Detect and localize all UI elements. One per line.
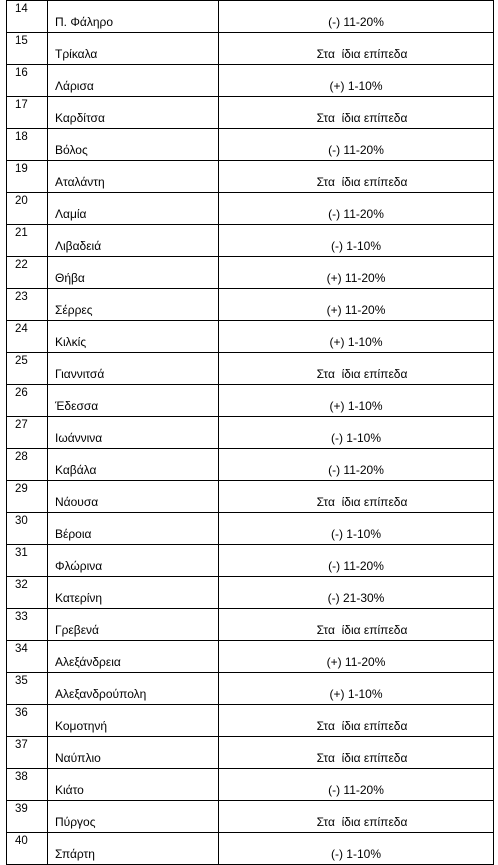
row-number: 25	[15, 355, 28, 367]
table-row	[7, 1, 494, 33]
city-cell	[48, 417, 219, 449]
row-number-cell	[7, 481, 48, 513]
change-cell	[219, 225, 494, 257]
change-value: (-) 1-10%	[330, 431, 381, 445]
row-number: 40	[15, 835, 28, 847]
change-value: Στα ίδια επίπεδα	[316, 175, 408, 189]
row-number: 19	[15, 163, 28, 175]
city-cell	[48, 1, 219, 33]
city-cell	[48, 481, 219, 513]
row-number-cell	[7, 193, 48, 225]
change-value: Στα ίδια επίπεδα	[316, 495, 408, 509]
change-cell	[219, 481, 494, 513]
city-name: Κομοτηνή	[55, 719, 108, 733]
change-value: (-) 1-10%	[330, 527, 381, 541]
city-cell	[48, 545, 219, 577]
table-row	[7, 257, 494, 289]
table-row	[7, 353, 494, 385]
change-value: (-) 11-20%	[328, 15, 384, 29]
change-value: (-) 1-10%	[330, 239, 381, 253]
change-value: (+) 11-20%	[326, 303, 386, 317]
table-row	[7, 321, 494, 353]
table-row	[7, 161, 494, 193]
city-cell	[48, 801, 219, 833]
change-value: (-) 21-30%	[327, 591, 385, 605]
city-name: Καβάλα	[55, 463, 97, 477]
city-cell	[48, 385, 219, 417]
city-cell	[48, 225, 219, 257]
change-cell	[219, 545, 494, 577]
change-cell	[219, 33, 494, 65]
change-value: Στα ίδια επίπεδα	[316, 367, 408, 381]
change-cell	[219, 737, 494, 769]
table-row	[7, 801, 494, 833]
row-number-cell	[7, 801, 48, 833]
city-name: Κιλκίς	[55, 335, 87, 349]
table-row	[7, 33, 494, 65]
change-value: Στα ίδια επίπεδα	[316, 815, 408, 829]
city-cell	[48, 257, 219, 289]
city-name: Σέρρες	[55, 303, 93, 317]
row-number-cell	[7, 641, 48, 673]
row-number-cell	[7, 417, 48, 449]
change-cell	[219, 641, 494, 673]
city-cell	[48, 705, 219, 737]
row-number-cell	[7, 705, 48, 737]
row-number-cell	[7, 385, 48, 417]
table-row	[7, 481, 494, 513]
change-value: Στα ίδια επίπεδα	[316, 47, 408, 61]
change-cell	[219, 289, 494, 321]
change-cell	[219, 129, 494, 161]
table-row	[7, 513, 494, 545]
change-cell	[219, 449, 494, 481]
city-cell	[48, 609, 219, 641]
table-row	[7, 833, 494, 865]
row-number-cell	[7, 577, 48, 609]
city-cell	[48, 833, 219, 865]
table-row	[7, 449, 494, 481]
row-number: 31	[15, 547, 28, 559]
table-body	[7, 1, 494, 865]
row-number-cell	[7, 833, 48, 865]
city-cell	[48, 513, 219, 545]
city-cell	[48, 129, 219, 161]
city-cell	[48, 321, 219, 353]
city-cell	[48, 641, 219, 673]
row-number-cell	[7, 321, 48, 353]
change-cell	[219, 1, 494, 33]
row-number: 39	[15, 803, 28, 815]
table-row	[7, 737, 494, 769]
city-cell	[48, 737, 219, 769]
row-number: 18	[15, 131, 28, 143]
change-value: (-) 11-20%	[328, 559, 384, 573]
table-row	[7, 705, 494, 737]
row-number-cell	[7, 257, 48, 289]
city-cell	[48, 449, 219, 481]
change-value: Στα ίδια επίπεδα	[316, 719, 408, 733]
change-cell	[219, 161, 494, 193]
city-name: Νάουσα	[55, 495, 99, 509]
row-number-cell	[7, 673, 48, 705]
city-name: Γρεβενά	[55, 623, 99, 637]
row-number-cell	[7, 545, 48, 577]
city-cell	[48, 353, 219, 385]
row-number: 36	[15, 707, 28, 719]
row-number: 21	[15, 227, 28, 239]
change-value: (-) 11-20%	[328, 143, 384, 157]
change-value: (+) 1-10%	[329, 399, 383, 413]
row-number-cell	[7, 225, 48, 257]
row-number: 28	[15, 451, 28, 463]
table-row	[7, 97, 494, 129]
change-cell	[219, 833, 494, 865]
row-number-cell	[7, 513, 48, 545]
table-row	[7, 417, 494, 449]
city-name: Ναύπλιο	[55, 751, 101, 765]
change-value: (+) 11-20%	[326, 655, 386, 669]
table-row	[7, 641, 494, 673]
row-number: 35	[15, 675, 28, 687]
change-cell	[219, 705, 494, 737]
row-number: 34	[15, 643, 28, 655]
row-number-cell	[7, 97, 48, 129]
change-value: (+) 1-10%	[329, 687, 383, 701]
row-number: 14	[15, 3, 28, 15]
change-value: (+) 11-20%	[326, 271, 386, 285]
city-name: Βέροια	[55, 527, 92, 541]
change-value: (+) 1-10%	[329, 335, 383, 349]
change-cell	[219, 353, 494, 385]
row-number: 38	[15, 771, 28, 783]
city-name: Φλώρινα	[55, 559, 103, 573]
row-number: 15	[15, 35, 28, 47]
city-name: Πύργος	[55, 815, 96, 829]
row-number-cell	[7, 769, 48, 801]
change-cell	[219, 801, 494, 833]
row-number: 30	[15, 515, 28, 527]
change-cell	[219, 769, 494, 801]
change-cell	[219, 513, 494, 545]
table-row	[7, 545, 494, 577]
table-row	[7, 193, 494, 225]
city-name: Αλεξανδρούπολη	[55, 687, 147, 701]
change-cell	[219, 577, 494, 609]
change-value: Στα ίδια επίπεδα	[316, 111, 408, 125]
city-cell	[48, 97, 219, 129]
row-number: 23	[15, 291, 28, 303]
city-name: Θήβα	[55, 271, 85, 285]
table-row	[7, 225, 494, 257]
row-number: 37	[15, 739, 28, 751]
change-cell	[219, 417, 494, 449]
city-cell	[48, 193, 219, 225]
table-row	[7, 129, 494, 161]
change-cell	[219, 673, 494, 705]
change-value: (-) 11-20%	[328, 783, 384, 797]
row-number: 22	[15, 259, 28, 271]
row-number-cell	[7, 65, 48, 97]
change-value: (-) 11-20%	[328, 463, 384, 477]
row-number-cell	[7, 129, 48, 161]
change-cell	[219, 321, 494, 353]
row-number: 26	[15, 387, 28, 399]
row-number-cell	[7, 161, 48, 193]
change-value: (+) 1-10%	[329, 79, 383, 93]
change-cell	[219, 65, 494, 97]
row-number: 16	[15, 67, 28, 79]
city-cell	[48, 65, 219, 97]
city-cell	[48, 289, 219, 321]
table-row	[7, 577, 494, 609]
table-row	[7, 65, 494, 97]
table-row	[7, 609, 494, 641]
city-name: Ιωάννινα	[55, 431, 103, 445]
table-row	[7, 289, 494, 321]
table-row	[7, 673, 494, 705]
change-value: (-) 11-20%	[328, 207, 384, 221]
city-name: Έδεσσα	[55, 399, 99, 413]
city-cell	[48, 33, 219, 65]
change-value: Στα ίδια επίπεδα	[316, 751, 408, 765]
row-number: 24	[15, 323, 28, 335]
change-cell	[219, 257, 494, 289]
change-value: Στα ίδια επίπεδα	[316, 623, 408, 637]
row-number: 33	[15, 611, 28, 623]
row-number-cell	[7, 1, 48, 33]
city-name: Κιάτο	[55, 783, 84, 797]
city-name: Κατερίνη	[55, 591, 103, 605]
row-number: 17	[15, 99, 28, 111]
row-number: 29	[15, 483, 28, 495]
city-name: Σπάρτη	[55, 847, 95, 861]
table-row	[7, 769, 494, 801]
change-cell	[219, 609, 494, 641]
city-name: Αλεξάνδρεια	[55, 655, 121, 669]
price-change-table	[6, 0, 494, 865]
change-cell	[219, 385, 494, 417]
city-cell	[48, 673, 219, 705]
city-name: Τρίκαλα	[55, 47, 98, 61]
row-number-cell	[7, 609, 48, 641]
city-name: Καρδίτσα	[55, 111, 105, 125]
city-name: Π. Φάληρο	[55, 15, 114, 29]
change-cell	[219, 97, 494, 129]
city-cell	[48, 769, 219, 801]
change-value: (-) 1-10%	[330, 847, 381, 861]
city-name: Λιβαδειά	[55, 239, 102, 253]
change-cell	[219, 193, 494, 225]
city-name: Αταλάντη	[55, 175, 105, 189]
city-name: Λάρισα	[55, 79, 94, 93]
city-name: Γιαννιτσά	[55, 367, 105, 381]
row-number-cell	[7, 737, 48, 769]
city-name: Λαμία	[55, 207, 87, 221]
city-cell	[48, 577, 219, 609]
city-cell	[48, 161, 219, 193]
table-row	[7, 385, 494, 417]
row-number: 32	[15, 579, 28, 591]
city-name: Βόλος	[55, 143, 88, 157]
row-number-cell	[7, 33, 48, 65]
row-number-cell	[7, 449, 48, 481]
row-number-cell	[7, 353, 48, 385]
row-number: 20	[15, 195, 28, 207]
row-number-cell	[7, 289, 48, 321]
row-number: 27	[15, 419, 28, 431]
